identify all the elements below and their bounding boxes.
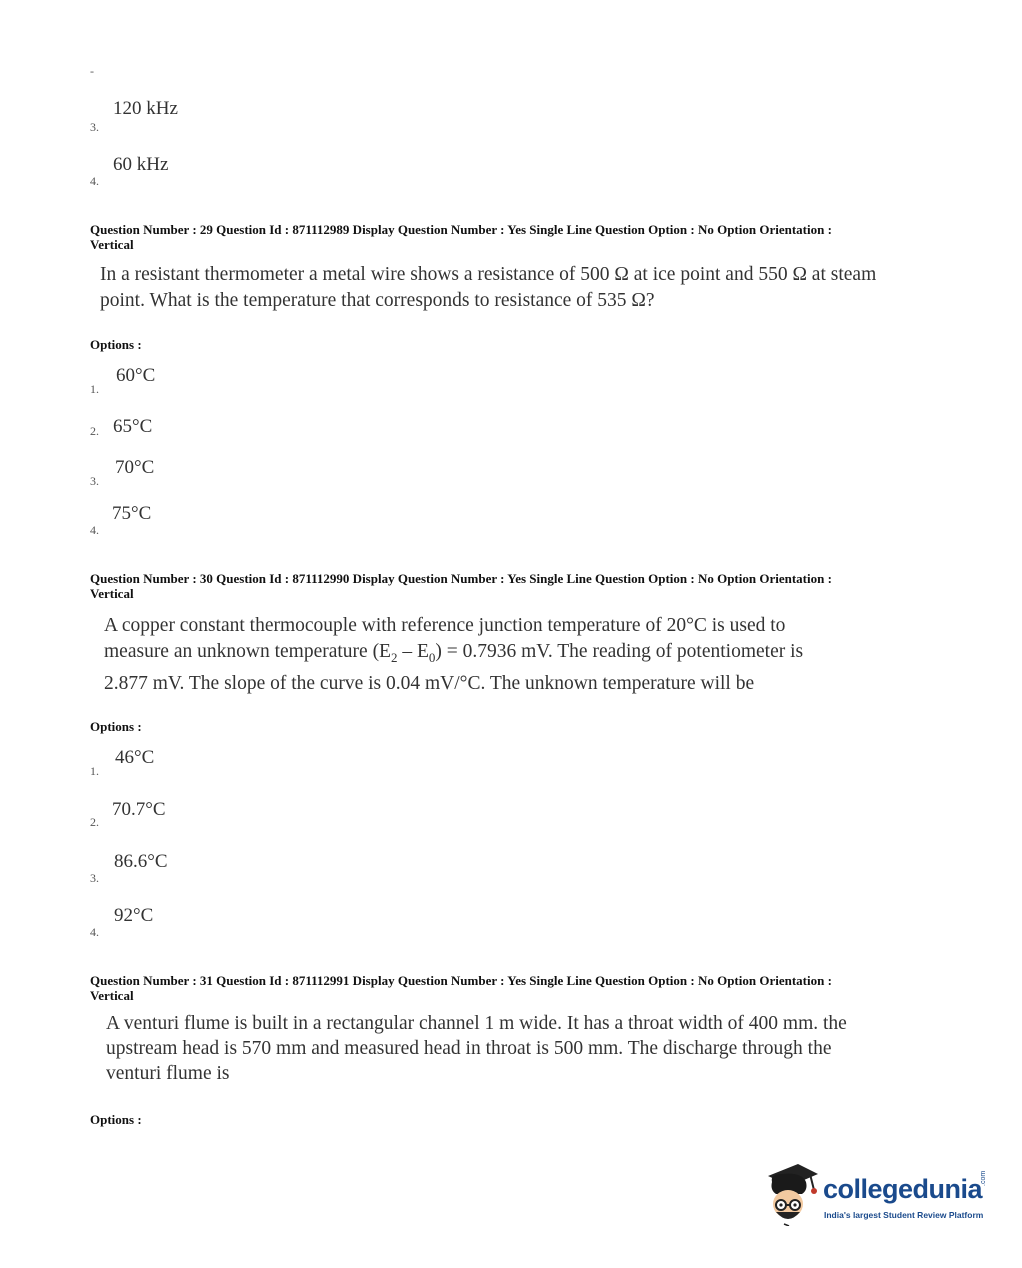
option-number: 3. bbox=[90, 474, 99, 488]
collegedunia-logo bbox=[762, 1160, 992, 1230]
logo-tagline: India's largest Student Review Platform bbox=[824, 1210, 984, 1220]
question-text: In a resistant thermometer a metal wire shows a resistance of 500 Ω at ice point and 550 Ω at steam point. What is the temperature that corresponds to resistance of 535 Ω? bbox=[100, 264, 877, 311]
option-number: 4. bbox=[90, 523, 99, 537]
option-value: 60°C bbox=[116, 365, 156, 386]
option-number: 4. bbox=[90, 174, 99, 188]
question-text: A venturi flume is built in a rectangular channel 1 m wide. It has a throat width of 400 mm. the upstream head is 570 mm and measured head in throat is 500 mm. The discharge through the venturi flume is bbox=[106, 1013, 847, 1084]
question-text bbox=[104, 613, 904, 697]
options-label: Options : bbox=[90, 719, 142, 734]
option-number: 3. bbox=[90, 120, 99, 134]
option-value: 120 kHz bbox=[113, 98, 178, 119]
option-value: 46°C bbox=[115, 747, 155, 768]
option-number: 4. bbox=[90, 925, 99, 939]
option-value: 70.7°C bbox=[112, 799, 166, 820]
option-number: 1. bbox=[90, 764, 99, 778]
option-value: 70°C bbox=[115, 457, 155, 478]
question-text-line: 2.877 mV. The slope of the curve is 0.04 mV/°C. The unknown temperature will be bbox=[104, 672, 755, 694]
mascot-icon bbox=[762, 1160, 824, 1226]
question-meta: Question Number : 29 Question Id : 871112989 Display Question Number : Yes Single Line Question Option : No Option Orientation : Vertical bbox=[90, 222, 832, 252]
question-meta: Question Number : 30 Question Id : 871112990 Display Question Number : Yes Single Line Question Option : No Option Orientation : Vertical bbox=[90, 571, 832, 601]
option-value: 65°C bbox=[113, 416, 153, 437]
options-label: Options : bbox=[90, 1112, 142, 1127]
logo-wordmark: collegedunia bbox=[823, 1174, 983, 1204]
question-text-line: measure an unknown temperature $(E_2 - E_0) = 0.7936$ mV. The reading of potentiometer is bbox=[104, 641, 804, 665]
page-mark: - bbox=[90, 64, 94, 78]
option-number: 2. bbox=[90, 424, 99, 438]
option-value: 92°C bbox=[114, 905, 154, 926]
option-number: 3. bbox=[90, 871, 99, 885]
logo-suffix: .com bbox=[980, 1170, 987, 1186]
option-value: 75°C bbox=[112, 503, 152, 524]
options-label: Options : bbox=[90, 337, 142, 352]
option-number: 1. bbox=[90, 382, 99, 396]
question-meta: Question Number : 31 Question Id : 871112991 Display Question Number : Yes Single Line Question Option : No Option Orientation : Vertical bbox=[90, 973, 832, 1003]
option-value: 86.6°C bbox=[114, 851, 168, 872]
question-text-line: A copper constant thermocouple with reference junction temperature of 20°C is used to bbox=[104, 615, 786, 636]
option-value: 60 kHz bbox=[113, 154, 169, 175]
option-number: 2. bbox=[90, 815, 99, 829]
